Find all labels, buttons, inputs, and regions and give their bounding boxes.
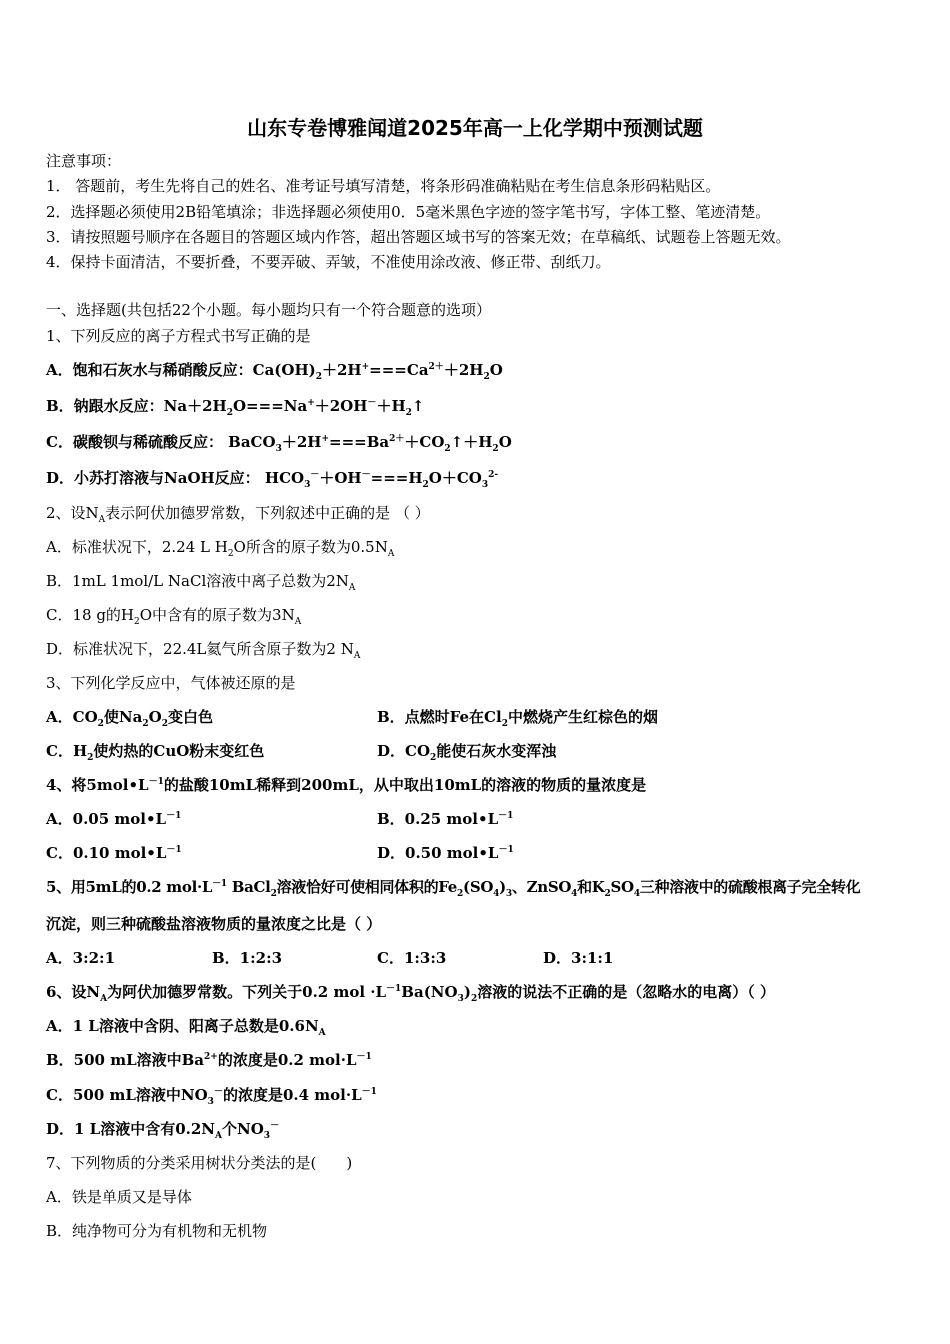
page-title: 山东专卷博雅闻道2025年高一上化学期中预测试题 xyxy=(247,116,703,140)
question-6-stem: 6、设$N_A$为阿伏加德罗常数。下列关于0.2 mol $\cdot L^{-1}Ba(NO_3)_2$溶液的说法不正确的是（忽略水的电离）（ ） xyxy=(46,983,775,1004)
question-1-option-b: B．钠跟水反应：$Na+2H_2O===Na^++2OH^-+H_2↑$ xyxy=(46,397,425,418)
question-6-option-c: C．500 mL溶液中$NO_3^-$的浓度是0.4 $mol\cdot L^{-1}$ xyxy=(46,1086,377,1107)
question-1-option-a: A．饱和石灰水与稀硝酸反应：$Ca(OH)_2+2H^+===Ca^{2+}+2H_2O$ xyxy=(46,361,503,382)
question-3-option-d: D．$CO_2$能使石灰水变浑浊 xyxy=(377,742,557,763)
question-4-option-c: C．0.10 $mol•L^{-1}$ xyxy=(46,844,182,862)
section-heading: 一、选择题(共包括22个小题。每小题均只有一个符合题意的选项） xyxy=(46,301,491,319)
question-1-option-c: C．碳酸钡与稀硫酸反应： $BaCO_3+2H^+===Ba^{2+}+CO_2↑+H_2O$ xyxy=(46,433,512,454)
question-3-stem: 3、下列化学反应中，气体被还原的是 xyxy=(46,674,296,692)
question-7-option-a: A．铁是单质又是导体 xyxy=(46,1188,192,1206)
question-1-option-d: D．小苏打溶液与NaOH反应： $HCO_3^-+OH^-===H_2O+CO_3^{2-}$ xyxy=(46,469,499,490)
notice-item-2: 2．选择题必须使用2B铅笔填涂；非选择题必须使用0．5毫米黑色字迹的签字笔书写，字体工整、笔迹清楚。 xyxy=(46,203,771,221)
notice-item-4: 4．保持卡面清洁，不要折叠，不要弄破、弄皱，不准使用涂改液、修正带、刮纸刀。 xyxy=(46,253,611,271)
question-5-option-b: B．1:2:3 xyxy=(212,949,283,967)
question-6-option-a: A．1 L溶液中含阴、阳离子总数是$0.6N_A$ xyxy=(46,1017,326,1038)
question-4-stem: 4、将$5mol•L^{-1}$的盐酸10mL稀释到200mL，从中取出10mL的溶液的物质的量浓度是 xyxy=(46,776,647,794)
question-2-option-d: D．标准状况下，22.4L氦气所含原子数为2 $N_A$ xyxy=(46,640,361,661)
question-7-option-b: B．纯净物可分为有机物和无机物 xyxy=(46,1222,268,1240)
question-2-option-a: A．标准状况下，2.24 L $H_2O$所含的原子数为$0.5N_A$ xyxy=(46,538,395,559)
question-2-stem: 2、设$N_A$表示阿伏加德罗常数，下列叙述中正确的是 （ ） xyxy=(46,504,430,525)
question-4-option-d: D．0.50 $mol•L^{-1}$ xyxy=(377,844,514,862)
question-4-option-b: B．0.25 $mol•L^{-1}$ xyxy=(377,810,514,828)
question-3-option-c: C．$H_2$使灼热的CuO粉末变红色 xyxy=(46,742,265,763)
question-3-option-a: A．$CO_2$使$Na_2O_2$变白色 xyxy=(46,708,213,729)
notice-heading: 注意事项： xyxy=(46,152,122,170)
question-2-option-b: B．1mL 1mol/L NaCl溶液中离子总数为$2N_A$ xyxy=(46,572,356,593)
question-3-option-b: B．点燃时Fe在$Cl_2$中燃烧产生红棕色的烟 xyxy=(377,708,658,729)
question-5-option-d: D．3:1:1 xyxy=(543,949,614,967)
question-1-stem: 1、下列反应的离子方程式书写正确的是 xyxy=(46,327,311,345)
notice-item-1: 1． 答题前，考生先将自己的姓名、准考证号填写清楚，将条形码准确粘贴在考生信息条形码粘贴区。 xyxy=(46,177,721,195)
question-2-option-c: C．18 g的$H_2O$中含有的原子数为$3N_A$ xyxy=(46,606,302,627)
question-6-option-d: D．1 L溶液中含有$0.2N_A$个$NO_3^-$ xyxy=(46,1120,280,1141)
question-6-option-b: B．500 mL溶液中$Ba^{2+}$的浓度是0.2 $mol\cdot L^{-1}$ xyxy=(46,1051,372,1069)
question-5-option-a: A．3:2:1 xyxy=(46,949,116,967)
question-5-stem: 5、用5mL的0.2 $mol\cdot L^{-1}$ BaCl$_2$溶液恰好可使相同体积的$Fe_2(SO_4)_3$、ZnSO$_4$和$K_2SO_4$三种溶液中的硫酸根离子完全转化 xyxy=(46,878,861,899)
question-7-stem: 7、下列物质的分类采用树状分类法的是( ) xyxy=(46,1154,353,1172)
question-5-option-c: C．1:3:3 xyxy=(377,949,447,967)
notice-item-3: 3．请按照题号顺序在各题目的答题区域内作答，超出答题区域书写的答案无效；在草稿纸、试题卷上答题无效。 xyxy=(46,228,791,246)
question-5-stem-continued: 沉淀，则三种硫酸盐溶液物质的量浓度之比是（ ） xyxy=(46,915,382,933)
question-4-option-a: A．0.05 $mol•L^{-1}$ xyxy=(46,810,182,828)
